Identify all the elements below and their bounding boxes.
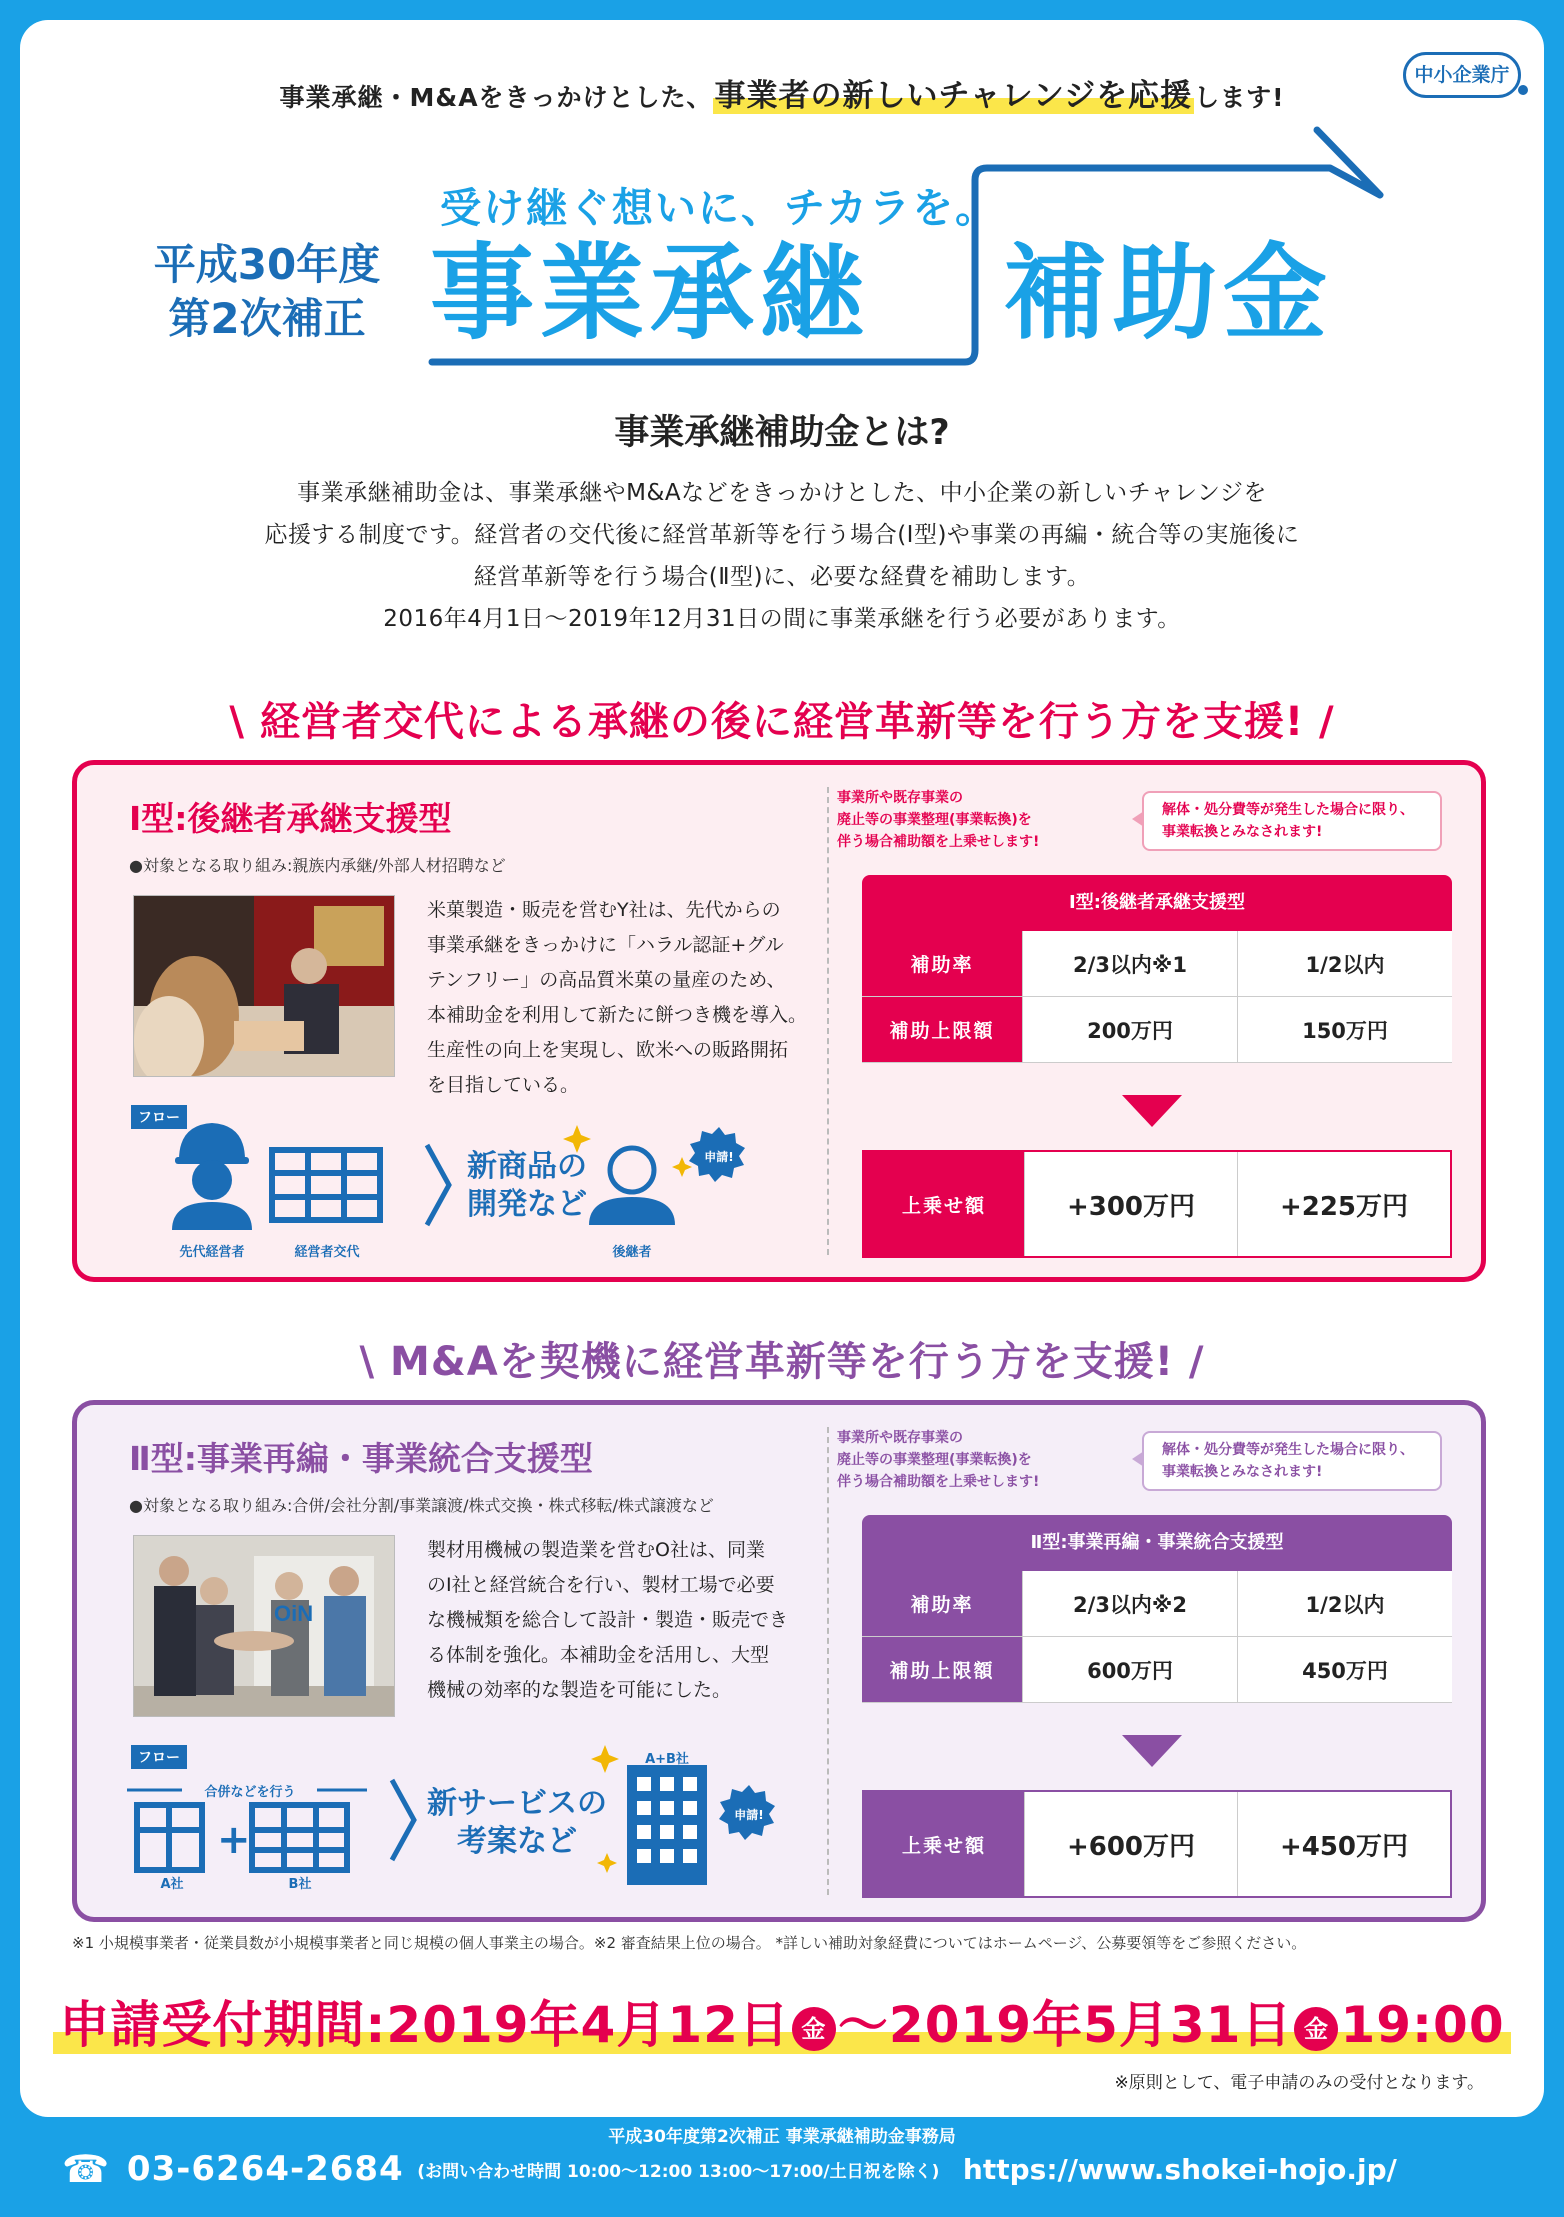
- merged-company-icon: [627, 1765, 707, 1885]
- note-line: 解体・処分費等が発生した場合に限り、: [1162, 1442, 1414, 1458]
- table-row: [862, 997, 1452, 1063]
- case-line: な機械類を総合して設計・製造・販売でき: [427, 1609, 789, 1631]
- catch-copy: 受け継ぐ想いに、チカラを。: [440, 184, 999, 232]
- flow-text-line: 考案など: [457, 1824, 577, 1859]
- table-row: [862, 1571, 1452, 1637]
- successor-icon: [589, 1148, 675, 1225]
- plus-row: [862, 1150, 1452, 1258]
- type2-panel: [72, 1400, 1486, 1922]
- tagline-pre: 事業承継・M&Aをきっかけとした、: [279, 83, 713, 112]
- plus-label: 上乗せ額: [864, 1152, 1024, 1256]
- agency-logo: 中小企業庁: [1403, 52, 1521, 98]
- rate-label: 補助率: [862, 931, 1022, 996]
- plus-icon: +: [217, 1817, 251, 1863]
- case-line: を目指している。: [427, 1074, 580, 1096]
- type1-subsidy: [837, 765, 1486, 1277]
- main-title-right: 補助金: [1003, 232, 1334, 354]
- case-line: 本補助金を利用して新たに餅つき機を導入。: [427, 1004, 808, 1026]
- case-line: 機械の効率的な製造を可能にした。: [427, 1679, 732, 1701]
- period-end-time: 19:00: [1340, 1996, 1505, 2054]
- fiscal-year: [137, 238, 397, 346]
- type1-case: [77, 765, 827, 1277]
- limit-label: 補助上限額: [862, 1637, 1022, 1702]
- flow-label: フロー: [131, 1745, 187, 1769]
- plus-a: +300万円: [1024, 1152, 1237, 1256]
- note-line: 廃止等の事業整理(事業転換)を: [837, 812, 1032, 828]
- flow-label: フロー: [131, 1105, 187, 1129]
- arrow-down-icon: [1122, 1095, 1182, 1127]
- type1-subject: ●対象となる取り組み:親族内承継/外部人材招聘など: [129, 856, 506, 875]
- intro-line: 応援する制度です。経営者の交代後に経営革新等を行う場合(I型)や事業の再編・統合等の実施後に: [264, 522, 1300, 548]
- type2-subject: ●対象となる取り組み:合併/会社分割/事業譲渡/株式交換・株式移転/株式譲渡など: [129, 1496, 714, 1515]
- period-start: 申請受付期間:2019年4月12日: [59, 1996, 790, 2054]
- rate-a: 2/3以内※2: [1022, 1571, 1237, 1636]
- intro-line: 事業承継補助金は、事業承継やM&Aなどをきっかけとした、中小企業の新しいチャレンジを: [297, 480, 1267, 506]
- panel-divider: [827, 787, 829, 1255]
- flow-text: [467, 1148, 587, 1224]
- flow-caption: A+B社: [645, 1752, 689, 1767]
- callout-note: [1142, 1431, 1442, 1491]
- note-line: 事業転換とみなされます!: [1162, 1464, 1323, 1480]
- limit-b: 450万円: [1237, 1637, 1452, 1702]
- note-line: 事業転換とみなされます!: [1162, 824, 1323, 840]
- flow-text: [427, 1785, 607, 1861]
- table-title: I型:後継者承継支援型: [862, 875, 1452, 931]
- note-line: 伴う場合補助額を上乗せします!: [837, 1474, 1040, 1490]
- flow-caption: 先代経営者: [179, 1245, 245, 1260]
- flow-caption: 経営者交代: [294, 1245, 360, 1260]
- extra-note: [837, 787, 1039, 853]
- case-line: る体制を強化。本補助金を活用し、大型: [427, 1644, 770, 1666]
- application-period: [0, 1985, 1564, 2057]
- arrow-down-icon: [1122, 1735, 1182, 1767]
- case-line: 事業承継をきっかけに「ハラル認証+グル: [427, 934, 784, 956]
- website-link[interactable]: https://www.shokei-hojo.jp/: [962, 2152, 1397, 2186]
- section1-heading: \ 経営者交代による承継の後に経営革新等を行う方を支援! /: [229, 699, 1335, 745]
- contact-bar: [62, 2147, 1397, 2191]
- case-line: 米菓製造・販売を営むY社は、先代からの: [427, 899, 781, 921]
- flow-caption: B社: [288, 1877, 312, 1892]
- rate-label: 補助率: [862, 1571, 1022, 1636]
- type1-title: I型:後継者承継支援型: [129, 799, 452, 838]
- type2-title: Ⅱ型:事業再編・事業統合支援型: [129, 1439, 593, 1478]
- limit-label: 補助上限額: [862, 997, 1022, 1062]
- intro-line: 経営革新等を行う場合(Ⅱ型)に、必要な経費を補助します。: [473, 564, 1091, 590]
- rate-b: 1/2以内: [1237, 931, 1452, 996]
- flow-text-line: 新サービスの: [427, 1786, 607, 1821]
- tagline-highlight: 事業者の新しいチャレンジを応援: [714, 78, 1193, 114]
- case-line: のI社と経営統合を行い、製材工場で必要: [427, 1574, 775, 1596]
- limit-a: 600万円: [1022, 1637, 1237, 1702]
- table-row: [862, 1637, 1452, 1703]
- type1-flow-icons: [77, 765, 827, 1277]
- handover-icon: [272, 1150, 380, 1220]
- apply-badge-text: 申請!: [734, 1808, 764, 1822]
- fiscal-line-2: 第2次補正: [168, 294, 366, 343]
- fiscal-line-1: 平成30年度: [153, 240, 381, 289]
- period-note: ※原則として、電子申請のみの受付となります。: [1114, 2073, 1484, 2093]
- extra-note: [837, 1427, 1039, 1493]
- flow-caption: 後継者: [612, 1245, 652, 1260]
- type2-case: [77, 1405, 827, 1917]
- case-line: 製材用機械の製造業を営むO社は、同業: [427, 1539, 765, 1561]
- note-line: 事業所や既存事業の: [837, 1430, 963, 1446]
- predecessor-icon: [172, 1123, 252, 1230]
- callout-note: [1142, 791, 1442, 851]
- table-row: [862, 931, 1452, 997]
- footnote: ※1 小規模事業者・従業員数が小規模事業者と同じ規模の個人事業主の場合。※2 審査結果上位の場合。 *詳しい補助対象経費についてはホームページ、公募要領等をご参照ください。: [72, 1934, 1307, 1952]
- flow-text-line: 開発など: [467, 1187, 587, 1222]
- intro-line: 2016年4月1日〜2019年12月31日の間に事業承継を行う必要があります。: [383, 606, 1181, 632]
- period-highlight: [53, 1996, 1510, 2054]
- weekday-badge: 金: [1294, 2007, 1338, 2051]
- note-line: 廃止等の事業整理(事業転換)を: [837, 1452, 1032, 1468]
- flow-text-line: 新商品の: [467, 1149, 587, 1184]
- panel-divider: [827, 1427, 829, 1895]
- plus-b: +225万円: [1237, 1152, 1450, 1256]
- rate-a: 2/3以内※1: [1022, 931, 1237, 996]
- period-end-date: 〜2019年5月31日: [837, 1996, 1293, 2054]
- contact-hours: (お問い合わせ時間 10:00〜12:00 13:00〜17:00/土日祝を除く): [417, 2161, 940, 2182]
- merge-label: 合併などを行う: [195, 1781, 305, 1800]
- section2-heading: \ M&Aを契機に経営革新等を行う方を支援! /: [359, 1339, 1205, 1385]
- subsidy-table: [862, 875, 1452, 1063]
- case-line: テンフリー」の高品質米菓の量産のため、: [427, 969, 786, 991]
- flow-arrow-icon: [427, 1145, 449, 1225]
- plus-a: +600万円: [1024, 1792, 1237, 1896]
- table-title: Ⅱ型:事業再編・事業統合支援型: [862, 1515, 1452, 1571]
- subsidy-table: [862, 1515, 1452, 1703]
- note-line: 解体・処分費等が発生した場合に限り、: [1162, 802, 1414, 818]
- phone-icon: ☎: [62, 2147, 110, 2191]
- svg-text:OiN: OiN: [274, 1601, 314, 1626]
- phone-number[interactable]: 03-6264-2684: [126, 2149, 404, 2189]
- type1-panel: [72, 760, 1486, 1282]
- tagline-post: します!: [1194, 83, 1285, 112]
- limit-a: 200万円: [1022, 997, 1237, 1062]
- main-title-left: 事業承継: [430, 232, 871, 354]
- type2-subsidy: [837, 1405, 1486, 1917]
- limit-b: 150万円: [1237, 997, 1452, 1062]
- intro-heading: 事業承継補助金とは?: [614, 413, 950, 453]
- flow-arrow-icon: [392, 1780, 414, 1860]
- company-b-icon: [252, 1805, 347, 1870]
- note-line: 事業所や既存事業の: [837, 790, 963, 806]
- weekday-badge: 金: [792, 2007, 836, 2051]
- plus-b: +450万円: [1237, 1792, 1450, 1896]
- apply-badge-text: 申請!: [704, 1150, 734, 1164]
- plus-label: 上乗せ額: [864, 1792, 1024, 1896]
- flow-caption: A社: [160, 1877, 184, 1892]
- plus-row: [862, 1790, 1452, 1898]
- rate-b: 1/2以内: [1237, 1571, 1452, 1636]
- office-name: 平成30年度第2次補正 事業承継補助金事務局: [608, 2127, 956, 2147]
- note-line: 伴う場合補助額を上乗せします!: [837, 834, 1040, 850]
- intro-text: [0, 472, 1564, 640]
- case-line: 生産性の向上を実現し、欧米への販路開拓: [427, 1039, 789, 1061]
- company-a-icon: [137, 1805, 202, 1870]
